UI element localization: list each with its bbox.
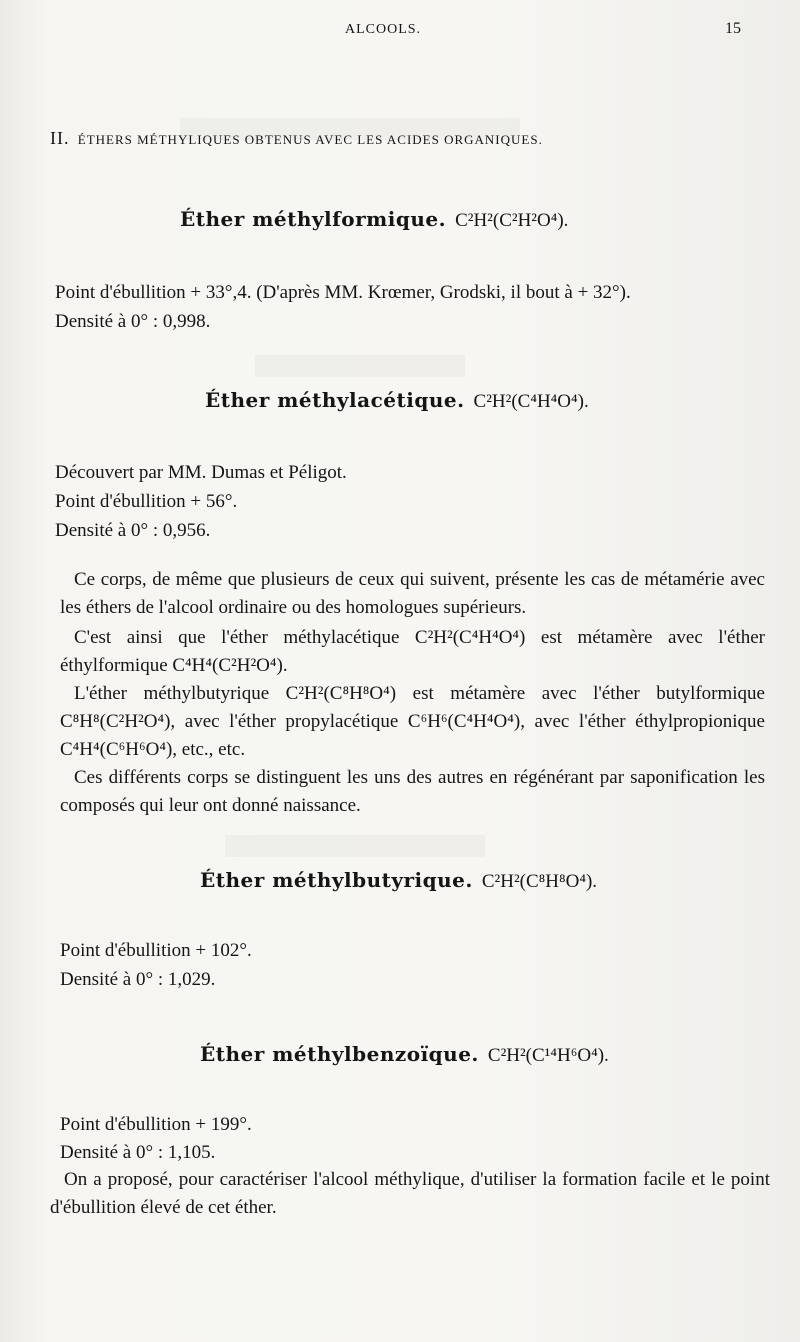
section-title: ÉTHERS MÉTHYLIQUES OBTENUS AVEC LES ACIDES ORGANIQUES. <box>77 132 543 147</box>
compound-formula: C²H²(C⁸H⁸O⁴). <box>481 871 598 892</box>
property-line: Densité à 0° : 1,029. <box>60 969 216 990</box>
paragraph: L'éther méthylbutyrique C²H²(C⁸H⁸O⁴) est métamère avec l'éther butylformique C⁸H⁸(C²H²O⁴), avec l'éther propylacétique C⁶H⁶(C⁴H⁴O⁴), avec l'éther éthylpropionique C⁴H⁴(C⁶H⁶O⁴), etc., etc. <box>60 683 765 760</box>
bleed-through-mark <box>225 835 485 857</box>
section-heading <box>50 128 543 149</box>
running-head: ALCOOLS. <box>345 22 422 37</box>
property-line: Point d'ébullition + 56°. <box>55 491 238 512</box>
property-line: Densité à 0° : 1,105. <box>60 1142 216 1163</box>
page-number: 15 <box>725 20 741 37</box>
bleed-through-mark <box>255 355 465 377</box>
paragraph: Ces différents corps se distinguent les uns des autres en régénérant par saponification les composés qui leur ont donné naissance. <box>60 767 765 816</box>
property-line: Point d'ébullition + 33°,4. (D'après MM. Krœmer, Grodski, il bout à + 32°). <box>55 282 631 303</box>
section-number: II. <box>50 128 70 148</box>
property-line: Découvert par MM. Dumas et Péligot. <box>55 462 347 483</box>
compound-heading <box>205 388 589 413</box>
compound-heading <box>200 868 597 893</box>
compound-name: Éther méthylacétique. <box>205 388 465 412</box>
property-line: Densité à 0° : 0,998. <box>55 311 211 332</box>
property-line: Densité à 0° : 0,956. <box>55 520 211 541</box>
paragraph: C'est ainsi que l'éther méthylacétique C²H²(C⁴H⁴O⁴) est métamère avec l'éther éthylformique C⁴H⁴(C²H²O⁴). <box>60 627 765 676</box>
compound-name: Éther méthylbenzoïque. <box>200 1042 479 1066</box>
compound-formula: C²H²(C²H²O⁴). <box>455 210 569 231</box>
compound-formula: C²H²(C⁴H⁴O⁴). <box>473 391 589 412</box>
compound-formula: C²H²(C¹⁴H⁶O⁴). <box>487 1045 609 1066</box>
compound-heading <box>180 207 568 232</box>
property-line: Point d'ébullition + 102°. <box>60 940 252 961</box>
compound-name: Éther méthylformique. <box>180 207 447 231</box>
compound-name: Éther méthylbutyrique. <box>200 868 473 892</box>
compound-heading <box>200 1042 609 1067</box>
paragraph: Ce corps, de même que plusieurs de ceux qui suivent, présente les cas de métamérie avec les éthers de l'alcool ordinaire ou des homologues supérieurs. <box>60 569 765 618</box>
property-line: Point d'ébullition + 199°. <box>60 1114 252 1135</box>
paragraph: On a proposé, pour caractériser l'alcool méthylique, d'utiliser la formation facile et le point d'ébullition élevé de cet éther. <box>50 1169 770 1218</box>
